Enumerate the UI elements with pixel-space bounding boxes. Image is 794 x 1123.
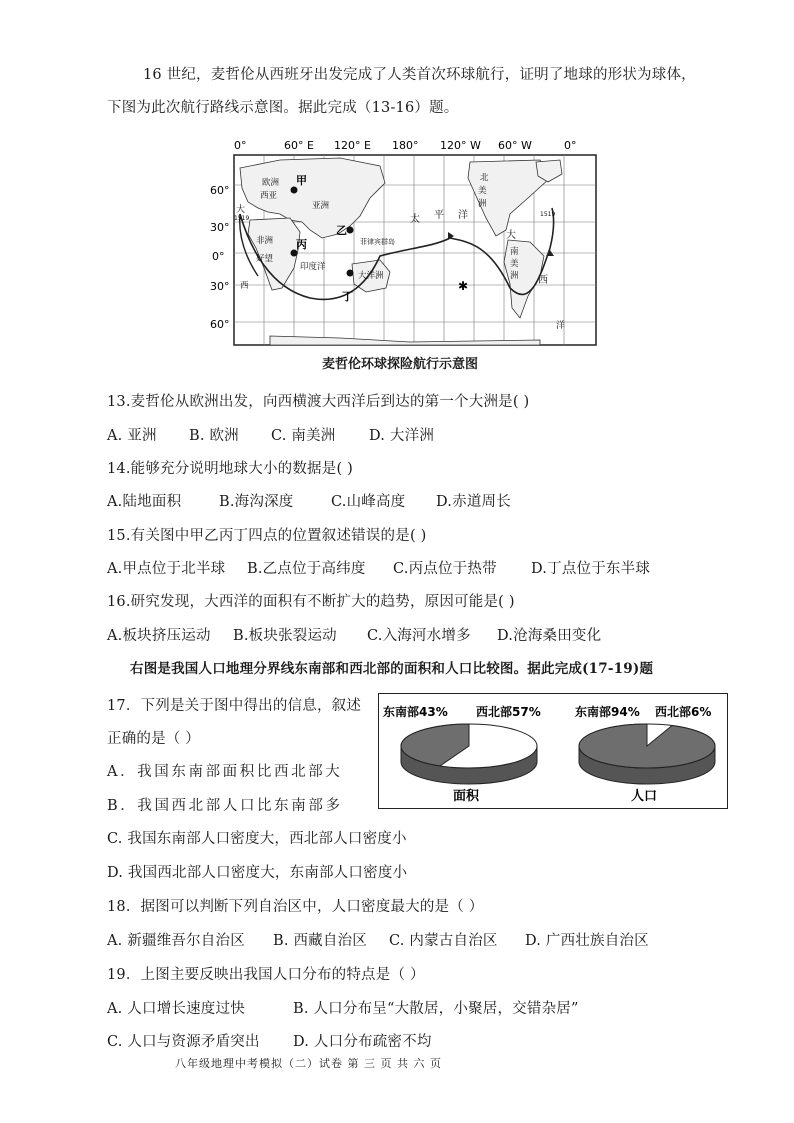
year-label: 1519 xyxy=(234,215,250,222)
option-a[interactable]: A. 亚洲 xyxy=(107,428,157,444)
option-b[interactable]: B. 欧洲 xyxy=(189,428,239,444)
region-label: 洋 xyxy=(556,321,566,331)
option-a[interactable]: A. 新疆维吾尔自治区 xyxy=(107,933,245,949)
region-label: 太 xyxy=(410,214,420,225)
world-map-svg xyxy=(210,138,600,350)
voyage-marker-star: ✱ xyxy=(458,279,469,293)
question-13-options xyxy=(107,424,434,445)
lat-label: 60° xyxy=(210,318,230,331)
option-d[interactable]: D. 广西壮族自治区 xyxy=(525,933,649,949)
lat-label: 0° xyxy=(212,250,225,263)
region-label: 西亚 xyxy=(260,191,278,201)
region-label: 亚洲 xyxy=(312,201,330,211)
option-c[interactable]: C.丙点位于热带 xyxy=(393,561,497,577)
pie-caption-population: 人口 xyxy=(631,789,658,804)
question-15-stem: 15.有关图中甲乙丙丁四点的位置叙述错误的是( ) xyxy=(107,528,427,544)
option-b[interactable]: B. 人口分布呈“大散居，小聚居，交错杂居” xyxy=(293,1001,579,1017)
question-18-options xyxy=(107,929,649,950)
region-label: 欧洲 xyxy=(262,178,280,188)
pie-caption-area: 面积 xyxy=(453,789,480,804)
question-14-stem: 14.能够充分说明地球大小的数据是( ) xyxy=(107,461,353,477)
lon-label: 0° xyxy=(234,139,247,152)
year-label: 1519 xyxy=(540,211,556,218)
option-b[interactable]: B. 西藏自治区 xyxy=(273,933,367,949)
option-a[interactable]: A.板块挤压运动 xyxy=(107,628,211,644)
magellan-route-map xyxy=(210,138,600,350)
region-label: 美 xyxy=(510,259,519,269)
pie-label-area-se: 东南部43% xyxy=(383,705,448,719)
region-label: 西 xyxy=(538,275,548,286)
option-d[interactable]: D.沧海桑田变化 xyxy=(497,628,602,644)
region-label: 洲 xyxy=(478,199,487,209)
question-19-stem: 19．上图主要反映出我国人口分布的特点是（ ） xyxy=(107,967,425,983)
intro-line-1: 16 世纪，麦哲伦从西班牙出发完成了人类首次环球航行，证明了地球的形状为球体， xyxy=(143,67,696,83)
question-17-option-b[interactable]: B．我国西北部人口比东南部多 xyxy=(107,798,343,814)
region-label: 北 xyxy=(480,173,489,183)
pie-slice-southeast xyxy=(579,724,715,768)
lat-label: 60° xyxy=(210,184,230,197)
lon-label: 60° W xyxy=(498,139,532,152)
question-17-stem-1: 17．下列是关于图中得出的信息，叙述 xyxy=(107,698,362,714)
region-label: 平 xyxy=(434,210,444,221)
question-17-option-d[interactable]: D. 我国西北部人口密度大，东南部人口密度小 xyxy=(107,865,408,881)
option-c[interactable]: C. 人口与资源矛盾突出 xyxy=(107,1034,260,1050)
question-16-stem: 16.研究发现，大西洋的面积有不断扩大的趋势，原因可能是( ) xyxy=(107,594,515,610)
region-label: 大 xyxy=(506,230,516,241)
region-label: 印度洋 xyxy=(300,262,326,272)
pie-area xyxy=(401,724,537,784)
point-jia xyxy=(291,187,298,194)
option-a[interactable]: A. 人口增长速度过快 xyxy=(107,1001,245,1017)
option-a[interactable]: A.甲点位于北半球 xyxy=(107,561,226,577)
point-ding xyxy=(347,270,354,277)
lon-label: 60° E xyxy=(284,139,314,152)
lon-label: 0° xyxy=(564,139,577,152)
option-b[interactable]: B.板块张裂运动 xyxy=(233,628,337,644)
question-17-option-c[interactable]: C. 我国东南部人口密度大，西北部人口密度小 xyxy=(107,831,407,847)
pie-label-pop-nw: 西北部6% xyxy=(655,705,712,719)
region-label: 西 xyxy=(240,281,249,291)
question-19-options-row-1 xyxy=(107,997,579,1018)
antarctica-landmass xyxy=(270,336,540,345)
point-label: 丙 xyxy=(296,238,307,251)
option-d[interactable]: D.赤道周长 xyxy=(436,494,511,510)
option-d[interactable]: D.丁点位于东半球 xyxy=(531,561,651,577)
point-label: 甲 xyxy=(296,174,307,187)
pie-label-area-nw: 西北部57% xyxy=(476,705,541,719)
question-16-options xyxy=(107,624,601,645)
option-c[interactable]: C. 南美洲 xyxy=(271,428,336,444)
lon-label: 120° W xyxy=(440,139,481,152)
region-label: 菲律宾群岛 xyxy=(360,238,395,246)
option-b[interactable]: B.海沟深度 xyxy=(219,494,294,510)
region-label: 洋 xyxy=(458,210,468,221)
option-b[interactable]: B.乙点位于高纬度 xyxy=(247,561,366,577)
option-c[interactable]: C.山峰高度 xyxy=(331,494,406,510)
region-label: 美 xyxy=(478,186,487,196)
question-18-stem: 18．据图可以判断下列自治区中，人口密度最大的是（ ） xyxy=(107,899,484,915)
question-13-stem: 13.麦哲伦从欧洲出发，向西横渡大西洋后到达的第一个大洲是( ) xyxy=(107,394,530,410)
section-2-intro: 右图是我国人口地理分界线东南部和西北部的面积和人口比较图。据此完成(17-19)题 xyxy=(130,661,654,677)
option-c[interactable]: C. 内蒙古自治区 xyxy=(389,933,498,949)
point-label: 丁 xyxy=(342,290,353,303)
pie-label-pop-se: 东南部94% xyxy=(575,705,640,719)
page-footer: 八年级地理中考模拟（二）试卷 第 三 页 共 六 页 xyxy=(175,1057,442,1070)
region-label: 大洋洲 xyxy=(358,271,384,281)
lat-label: 30° xyxy=(210,221,230,234)
question-19-options-row-2 xyxy=(107,1030,432,1051)
option-a[interactable]: A.陆地面积 xyxy=(107,494,182,510)
pie-population xyxy=(579,724,715,784)
point-label: 乙 xyxy=(336,224,347,237)
question-15-options xyxy=(107,557,650,578)
question-17-stem-2: 正确的是（ ） xyxy=(107,731,201,747)
region-label: 南 xyxy=(510,247,519,257)
option-c[interactable]: C.入海河水增多 xyxy=(367,628,471,644)
lon-label: 180° xyxy=(392,139,419,152)
region-label: 洲 xyxy=(510,271,519,281)
pie-chart-svg xyxy=(379,694,726,807)
region-label: 大 xyxy=(236,205,246,215)
lon-label: 120° E xyxy=(334,139,371,152)
region-label: 非洲 xyxy=(256,236,274,246)
region-label: 好望 xyxy=(256,254,274,264)
population-area-pie-charts xyxy=(378,693,728,809)
intro-line-2: 下图为此次航行路线示意图。据此完成（13-16）题。 xyxy=(107,100,459,116)
map-caption: 麦哲伦环球探险航行示意图 xyxy=(322,357,479,372)
question-14-options xyxy=(107,490,511,511)
point-yi xyxy=(347,227,354,234)
question-17-option-a[interactable]: A．我国东南部面积比西北部大 xyxy=(107,764,343,780)
option-d[interactable]: D. 人口分布疏密不均 xyxy=(293,1034,432,1050)
lat-label: 30° xyxy=(210,280,230,293)
option-d[interactable]: D. 大洋洲 xyxy=(369,428,435,444)
